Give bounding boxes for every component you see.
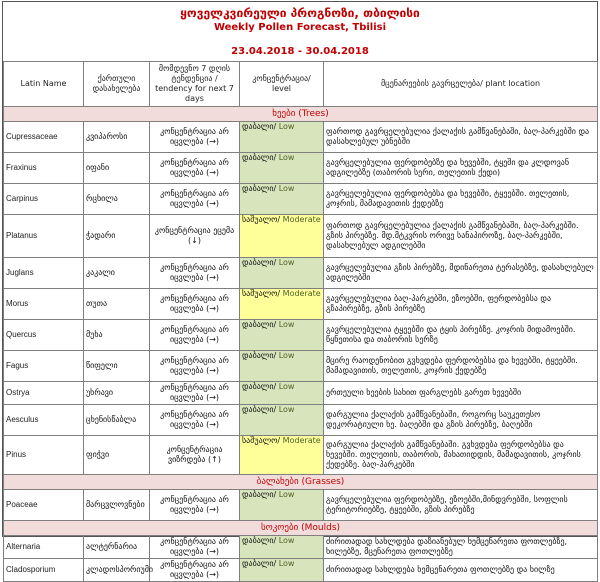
level-cell — [240, 258, 324, 289]
level-ka: საშუალო/ — [242, 289, 283, 298]
level-ka: დაბალი/ — [242, 122, 279, 131]
trend-cell: კონცენტრაცია ეცემა (↓) — [150, 215, 240, 258]
trend-cell: კონცენტრაცია არ იცვლება (→) — [150, 490, 240, 521]
level-en: Low — [278, 490, 295, 499]
location-cell: მცირე რაოდენობით გვხვდება ფერდობებსა და ხევებში, ტყეებში. მამადავითის, თელეთის, კოჯრის ქედებზე — [324, 351, 598, 382]
level-en: Low — [278, 351, 295, 360]
location-cell: გავრცელებულია ტყეებში და ტყის პირებზე. კოჯრის მიდამოებში. წყნეთისა და თაბორის სერზე — [324, 320, 598, 351]
location-cell: გავრცელებულია ფერდობებზე და ხევებში, ტყეში და კლდოვან ადგილებზე (თაბორის სერი, თელეთის ქედი) — [324, 153, 598, 184]
level-en: Low — [278, 258, 295, 267]
latin-name-cell: Fraxinus — [4, 153, 84, 184]
latin-name-cell: Cladosporium — [4, 559, 84, 582]
location-cell: ერთეული ხეების სახით ფარგლებს გარეთ ხევებში — [324, 382, 598, 405]
latin-name-cell: Carpinus — [4, 184, 84, 215]
level-en: Low — [278, 122, 295, 131]
latin-name-cell: Platanus — [4, 215, 84, 258]
header-level: კონცენტრაცია/ level — [240, 62, 324, 107]
level-en: Low — [278, 184, 295, 193]
georgian-name-cell: თუთა — [84, 289, 150, 320]
level-en: Low — [278, 153, 295, 162]
section-header — [4, 107, 598, 122]
level-en: Moderate — [282, 215, 321, 224]
location-cell: ძირითადად სახლდება დაზიანებულ ხემცენარეთა ფოთლებზე, ხილებზე, მცენარეთა ფოთლებზე — [324, 536, 598, 559]
latin-name-cell: Quercus — [4, 320, 84, 351]
georgian-name-cell: კლადოსპორიუმი — [84, 559, 150, 582]
level-cell — [240, 122, 324, 153]
header-location: მცენარეების გავრცელება/ plant location — [324, 62, 598, 107]
table-row — [4, 490, 598, 521]
trend-cell: კონცენტრაცია არ იცვლება (→) — [150, 289, 240, 320]
section-title-en: (Moulds) — [301, 523, 341, 533]
section-title — [4, 475, 598, 490]
level-en: Low — [278, 536, 295, 545]
level-en: Moderate — [282, 289, 321, 298]
level-cell — [240, 490, 324, 521]
level-en: Low — [278, 405, 295, 414]
level-ka: დაბალი/ — [242, 320, 279, 329]
section-title-en: (Trees) — [298, 109, 329, 119]
level-cell — [240, 436, 324, 475]
latin-name-cell: Cupressaceae — [4, 122, 84, 153]
trend-cell: კონცენტრაცია არ იცვლება (→) — [150, 351, 240, 382]
section-title-ka: სოკოები — [260, 523, 302, 533]
level-en: Low — [278, 559, 295, 568]
trend-cell: კონცენტრაცია არ იცვლება (→) — [150, 153, 240, 184]
table-row — [4, 405, 598, 436]
table-header-row — [4, 62, 598, 107]
level-cell — [240, 351, 324, 382]
level-ka: დაბალი/ — [242, 184, 279, 193]
report-subtitle: Weekly Pollen Forecast, Tbilisi — [213, 22, 387, 33]
trend-cell: კონცენტრაცია არ იცვლება (→) — [150, 184, 240, 215]
level-ka: დაბალი/ — [242, 153, 279, 162]
table-row — [4, 122, 598, 153]
level-cell — [240, 382, 324, 405]
latin-name-cell: Poaceae — [4, 490, 84, 521]
level-ka: საშუალო/ — [242, 215, 283, 224]
table-row — [4, 153, 598, 184]
level-cell — [240, 559, 324, 582]
georgian-name-cell: ჭადარი — [84, 215, 150, 258]
table-row — [4, 215, 598, 258]
georgian-name-cell: ცხენისწაბლა — [84, 405, 150, 436]
section-header — [4, 475, 598, 490]
level-en: Moderate — [282, 436, 321, 445]
trend-cell: კონცენტრაცია არ იცვლება (→) — [150, 559, 240, 582]
level-ka: დაბალი/ — [242, 536, 279, 545]
trend-cell: კონცენტრაცია არ იცვლება (→) — [150, 122, 240, 153]
location-cell: გავრცელებულია გზის პირებზე, მდინარეთა ტერასებზე, დასახლებულ ადგილებში — [324, 258, 598, 289]
georgian-name-cell: ფიჭვი — [84, 436, 150, 475]
georgian-name-cell: იფანი — [84, 153, 150, 184]
level-ka: დაბალი/ — [242, 382, 279, 391]
table-row — [4, 382, 598, 405]
trend-cell: კონცენტრაცია არ იცვლება (→) — [150, 258, 240, 289]
georgian-name-cell: წიფელი — [84, 351, 150, 382]
georgian-name-cell: მუხა — [84, 320, 150, 351]
level-ka: დაბალი/ — [242, 351, 279, 360]
location-cell: გავრცელებულია ბაღ-პარკებში, ეზოებში, ფერდობებსა და გზაპირებზე, გზის პირებზე — [324, 289, 598, 320]
level-ka: დაბალი/ — [242, 258, 279, 267]
section-title — [4, 107, 598, 122]
section-title — [4, 521, 598, 536]
trend-cell: კონცენტრაცია არ იცვლება (→) — [150, 382, 240, 405]
level-cell — [240, 536, 324, 559]
table-row — [4, 351, 598, 382]
level-en: Low — [278, 382, 295, 391]
georgian-name-cell: უხრავი — [84, 382, 150, 405]
table-row — [4, 289, 598, 320]
level-cell — [240, 405, 324, 436]
location-cell: გავრცელებულია ფერდობებზე, ეზოებში,მინდვრებში, სოფლის ტერიტორიებზე, ტყეებში, გზის პირებზე — [324, 490, 598, 521]
pollen-forecast-sheet — [2, 1, 598, 579]
level-en: Low — [278, 320, 295, 329]
section-title-ka: ბალახები — [256, 477, 302, 487]
latin-name-cell: Fagus — [4, 351, 84, 382]
report-header — [3, 5, 597, 59]
latin-name-cell: Morus — [4, 289, 84, 320]
georgian-name-cell: კვიპაროსი — [84, 122, 150, 153]
table-row — [4, 320, 598, 351]
level-ka: დაბალი/ — [242, 490, 279, 499]
table-row — [4, 536, 598, 559]
level-cell — [240, 289, 324, 320]
table-row — [4, 258, 598, 289]
table-row — [4, 436, 598, 475]
level-cell — [240, 153, 324, 184]
location-cell: დარგულია ქალაქის გამწვანებაში. გვხვდება ფერდობებსა და ხევებში. თელეთის, თაბორის, მახათიდდის, მამადავითის, კოჯრის ქედებზე. ბაღ-პარკებში — [324, 436, 598, 475]
report-period: 23.04.2018 - 30.04.2018 — [231, 46, 369, 57]
section-header — [4, 521, 598, 536]
location-cell: დარგულია ქალაქის გამწვანებაში, როგორც საუკეთესო დეკორატიული ხე. ბაღებში და გზის პირებზე, ბაღებში — [324, 405, 598, 436]
location-cell: ძირითადად სახლდება ხემცენარეთა ფოთლებზე და ხილზე — [324, 559, 598, 582]
trend-cell: კონცენტრაცია არ იცვლება (→) — [150, 320, 240, 351]
forecast-table — [3, 61, 598, 582]
trend-cell: კონცენტრაცია არ იცვლება (→) — [150, 536, 240, 559]
trend-cell: კონცენტრაცია არ იცვლება (→) — [150, 405, 240, 436]
location-cell: ფართოდ გავრცელებულია ქალაქის გამწვანებაში, ბაღ-პარკებში. გზის პირებზე. მდ.მტკვრის ორივე სანაპიროზე, ბაღ-პარკებში, დასახლებულ ადგილებში — [324, 215, 598, 258]
trend-cell: კონცენტრაცია ვიზრდება (↑) — [150, 436, 240, 475]
header-latin: Latin Name — [4, 62, 84, 107]
header-trend: მომდევნო 7 დღის ტენდენცია / tendency for next 7 days — [150, 62, 240, 107]
location-cell: გავრცელებულია ფერდობებსა და ხევებში, ტყეებში. თელეთის, კოჯრის, მამადავითის ქედებზე — [324, 184, 598, 215]
georgian-name-cell: კაკალი — [84, 258, 150, 289]
latin-name-cell: Alternaria — [4, 536, 84, 559]
table-row — [4, 184, 598, 215]
georgian-name-cell: ალტერნარია — [84, 536, 150, 559]
section-title-en: (Grasses) — [301, 477, 345, 487]
georgian-name-cell: მარცვლოვნები — [84, 490, 150, 521]
table-row — [4, 559, 598, 582]
latin-name-cell: Aesculus — [4, 405, 84, 436]
latin-name-cell: Pinus — [4, 436, 84, 475]
level-cell — [240, 184, 324, 215]
section-title-ka: ხეები — [272, 109, 299, 119]
header-georgian: ქართული დასახელება — [84, 62, 150, 107]
report-title: ყოველკვირეული პროგნოზი, თბილისი — [180, 6, 420, 20]
georgian-name-cell: რცხილა — [84, 184, 150, 215]
level-ka: დაბალი/ — [242, 559, 279, 568]
table-body — [4, 107, 598, 582]
level-ka: საშუალო/ — [242, 436, 283, 445]
latin-name-cell: Ostrya — [4, 382, 84, 405]
location-cell: ფართოდ გავრცელებულია ქალაქის გამწვანებაში, ბაღ-პარკებში და დასახლებულ უბნებში — [324, 122, 598, 153]
latin-name-cell: Juglans — [4, 258, 84, 289]
level-cell — [240, 320, 324, 351]
level-cell — [240, 215, 324, 258]
level-ka: დაბალი/ — [242, 405, 279, 414]
